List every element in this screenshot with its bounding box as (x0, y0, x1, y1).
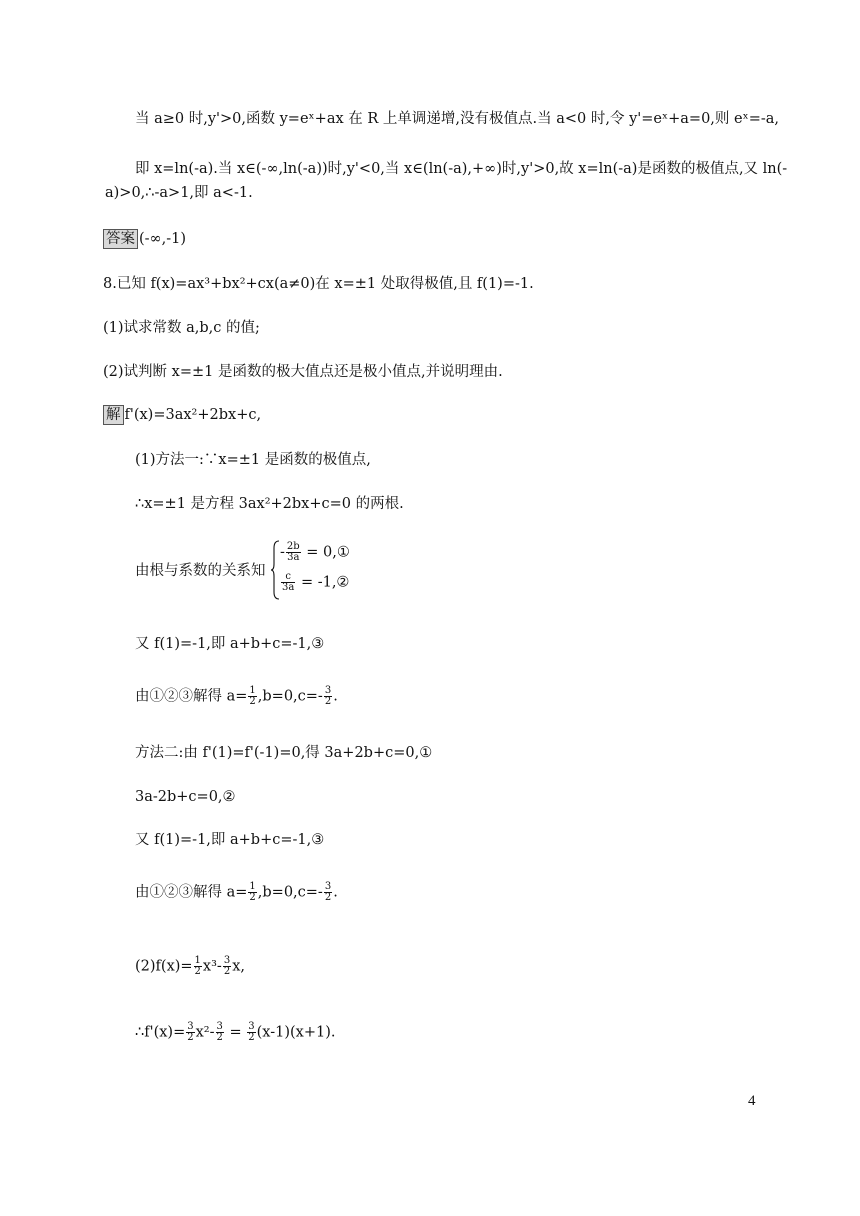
fraction-three-half-b: $\frac{3}{2}$ (216, 1021, 223, 1043)
fraction-c-3a: $\frac{c}{3a}$ (282, 571, 295, 593)
question-8-stem: 8.已知 f(x)=ax³+bx²+cx(a≠0)在 x=±1 处取得极值,且 f(1)=-1. (103, 276, 534, 292)
paragraph-line-3: a)>0,∴-a>1,即 a<-1. (105, 185, 253, 201)
method-2-eq-2: 3a-2b+c=0,② (135, 789, 236, 805)
method-1-also: 又 f(1)=-1,即 a+b+c=-1,③ (135, 636, 325, 652)
method-1-intro: (1)方法一:∵x=±1 是函数的极值点, (135, 452, 371, 468)
method-2-intro: 方法二:由 f'(1)=f'(-1)=0,得 3a+2b+c=0,① (135, 745, 433, 761)
paragraph-line-1: 当 a≥0 时,y'>0,函数 y=eˣ+ax 在 R 上单调递增,没有极值点.当 a<0 时,令 y'=eˣ+a=0,则 eˣ=-a, (135, 111, 780, 127)
fraction-2b-3a: $\frac{2b}{3a}$ (286, 541, 300, 563)
vieta-prefix: 由根与系数的关系知 (135, 563, 266, 579)
question-8-part-1: (1)试求常数 a,b,c 的值; (103, 320, 260, 336)
fraction-c-value: $\frac{3}{2}$ (324, 685, 332, 707)
fraction-three-half: $\frac{3}{2}$ (223, 955, 231, 977)
method-1-roots: ∴x=±1 是方程 3ax²+2bx+c=0 的两根. (135, 496, 404, 512)
page-number: 4 (748, 1093, 756, 1109)
method-2-also: 又 f(1)=-1,即 a+b+c=-1,③ (135, 832, 325, 848)
answer-text: (-∞,-1) (139, 231, 187, 247)
equation-system (270, 540, 380, 602)
derivative-text: f'(x)=3ax²+2bx+c, (124, 407, 262, 423)
fraction-a-value: $\frac{1}{2}$ (249, 685, 256, 707)
solution-tag: 解 (103, 405, 124, 425)
method-2-solution: 由①②③解得 a= $\frac{1}{2}$ ,b=0,c=- $\frac{3}{2}$ . (135, 881, 338, 903)
fraction-three-half-c: $\frac{3}{2}$ (248, 1021, 255, 1043)
question-8-part-2: (2)试判断 x=±1 是函数的极大值点还是极小值点,并说明理由. (103, 364, 503, 380)
method-1-solution: 由①②③解得 a= $\frac{1}{2}$ ,b=0,c=- $\frac{3}{2}$ . (135, 685, 338, 707)
part-2-derivative: ∴f'(x)= $\frac{3}{2}$ x²- $\frac{3}{2}$ = $\frac{3}{2}$ (x-1)(x+1). (135, 1021, 336, 1043)
equation-1: - $\frac{2b}{3a}$ = 0,① (280, 541, 350, 563)
fraction-c-value-2: $\frac{3}{2}$ (324, 881, 332, 903)
fraction-half: $\frac{1}{2}$ (194, 955, 201, 977)
answer-tag: 答案 (103, 229, 138, 249)
answer-line (103, 229, 186, 249)
part-2-function: (2)f(x)= $\frac{1}{2}$ x³- $\frac{3}{2}$ x, (135, 955, 245, 977)
equation-2: $\frac{c}{3a}$ = -1,② (282, 571, 350, 593)
fraction-three-half-a: $\frac{3}{2}$ (187, 1021, 194, 1043)
brace-icon (270, 540, 280, 600)
solution-line (103, 405, 261, 425)
fraction-a-value-2: $\frac{1}{2}$ (249, 881, 256, 903)
paragraph-line-2: 即 x=ln(-a).当 x∈(-∞,ln(-a))时,y'<0,当 x∈(ln(-a),+∞)时,y'>0,故 x=ln(-a)是函数的极值点,又 ln(- (135, 161, 788, 177)
